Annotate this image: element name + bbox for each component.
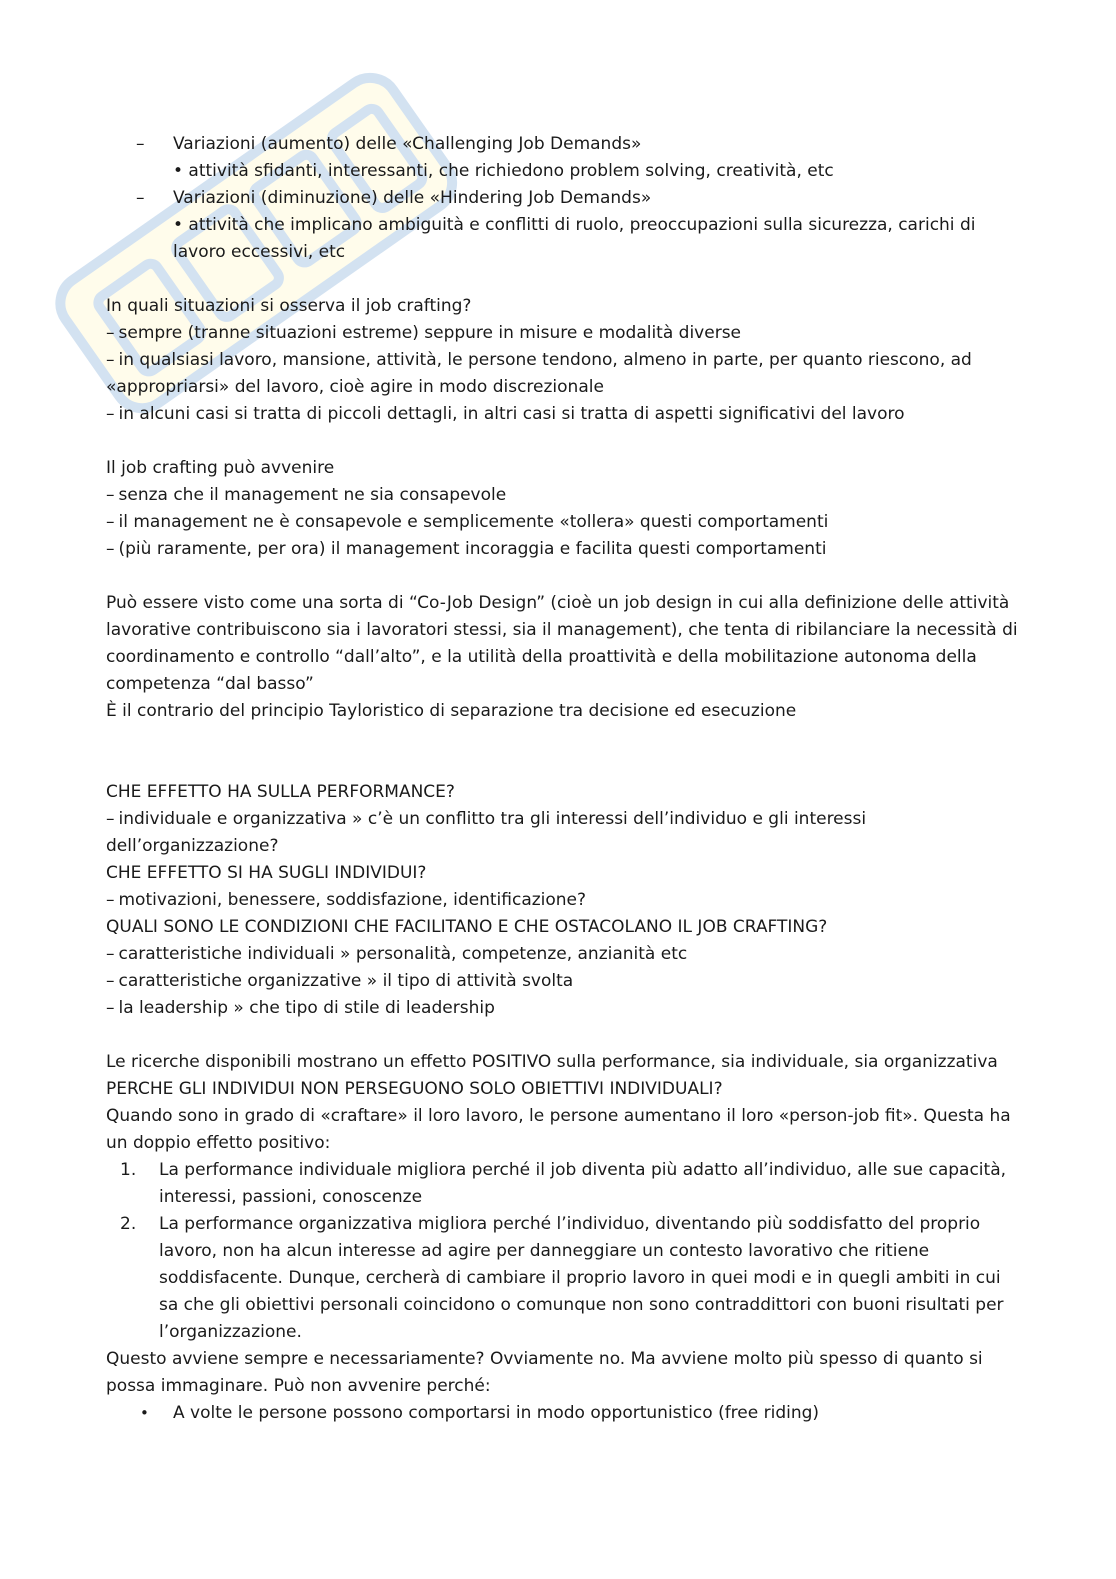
research-explanation: Quando sono in grado di «craftare» il loro lavoro, le persone aumentano il loro «person-job fit». Questa ha un doppio effetto positivo:: [106, 1106, 1011, 1153]
bullet-item-text: A volte le persone possono comportarsi in modo opportunistico (free riding): [173, 1403, 820, 1423]
happens-item: – il management ne è consapevole e semplicemente «tollera» questi comportamenti: [106, 512, 829, 532]
dash-item-detail: • attività che implicano ambiguità e conflitti di ruolo, preoccupazioni sulla sicurezza, carichi di lavoro eccessivi, etc: [173, 215, 976, 262]
dash-list-item: [106, 131, 1021, 185]
happens-item: – senza che il management ne sia consapevole: [106, 485, 507, 505]
question-performance-item: – individuale e organizzativa » c’è un conflitto tra gli interessi dell’individuo e gli interessi dell’organizzazione?: [106, 809, 867, 856]
document-body: [106, 131, 1021, 1427]
numbered-item-text: La performance individuale migliora perché il job diventa più adatto all’individuo, alle sue capacità, interessi, passioni, conoscenze: [159, 1160, 1007, 1207]
cojob-paragraph: Può essere visto come una sorta di “Co-Job Design” (cioè un job design in cui alla definizione delle attività lavorative contribuiscono sia i lavoratori stessi, sia il management), che tenta di ribilanciare la necessità di coordinamento e controllo “dall’alto”, e la utilità della proattività e della mobilitazione autonoma della competenza “dal basso”: [106, 593, 1018, 694]
numbered-list-item: [106, 1211, 1021, 1346]
dash-list-item: [106, 185, 1021, 266]
question-conditions: QUALI SONO LE CONDIZIONI CHE FACILITANO E CHE OSTACOLANO IL JOB CRAFTING?: [106, 917, 828, 937]
bullet-list-item: [106, 1400, 1021, 1427]
list-number: 1.: [120, 1160, 137, 1180]
question-performance: CHE EFFETTO HA SULLA PERFORMANCE?: [106, 782, 455, 802]
bullet-icon: •: [140, 1404, 149, 1422]
condition-item: – caratteristiche individuali » personalità, competenze, anzianità etc: [106, 944, 688, 964]
research-finding: Le ricerche disponibili mostrano un effetto POSITIVO sulla performance, sia individuale, sia organizzativa: [106, 1052, 998, 1072]
dash-item-detail: • attività sfidanti, interessanti, che richiedono problem solving, creatività, etc: [173, 161, 834, 181]
research-why-question: PERCHE GLI INDIVIDUI NON PERSEGUONO SOLO OBIETTIVI INDIVIDUALI?: [106, 1079, 723, 1099]
condition-item: – la leadership » che tipo di stile di leadership: [106, 998, 495, 1018]
research-always: Questo avviene sempre e necessariamente? Ovviamente no. Ma avviene molto più spesso di quanto si possa immaginare. Può non avvenire perché:: [106, 1349, 983, 1396]
dash-marker: –: [136, 134, 145, 154]
dash-item-title: Variazioni (aumento) delle «Challenging Job Demands»: [173, 134, 642, 154]
dash-marker: –: [136, 188, 145, 208]
happens-item: – (più raramente, per ora) il management incoraggia e facilita questi comportamenti: [106, 539, 827, 559]
situation-item: – sempre (tranne situazioni estreme) seppure in misure e modalità diverse: [106, 323, 742, 343]
numbered-item-text: La performance organizzativa migliora perché l’individuo, diventando più soddisfatto del proprio lavoro, non ha alcun interesse ad agire per danneggiare un contesto lavorativo che ritiene soddisfacente. Dunque, cercherà di cambiare il proprio lavoro in quei modi e in quegli ambiti in cui sa che gli obiettivi personali coincidono o comunque non sono contraddittori con buoni risultati per l’organizzazione.: [159, 1214, 1004, 1342]
question-individuals: CHE EFFETTO SI HA SUGLI INDIVIDUI?: [106, 863, 427, 883]
list-number: 2.: [120, 1214, 137, 1234]
numbered-list-item: [106, 1157, 1021, 1211]
situation-item: – in alcuni casi si tratta di piccoli dettagli, in altri casi si tratta di aspetti significativi del lavoro: [106, 404, 905, 424]
condition-item: – caratteristiche organizzative » il tipo di attività svolta: [106, 971, 574, 991]
situation-item: – in qualsiasi lavoro, mansione, attività, le persone tendono, almeno in parte, per quanto riescono, ad «appropriarsi» del lavoro, cioè agire in modo discrezionale: [106, 350, 972, 397]
situations-question: In quali situazioni si osserva il job crafting?: [106, 296, 472, 316]
dash-item-title: Variazioni (diminuzione) delle «Hindering Job Demands»: [173, 188, 652, 208]
happens-heading: Il job crafting può avvenire: [106, 458, 335, 478]
cojob-contrast: È il contrario del principio Tayloristico di separazione tra decisione ed esecuzione: [106, 701, 797, 721]
question-individuals-item: – motivazioni, benessere, soddisfazione, identificazione?: [106, 890, 587, 910]
